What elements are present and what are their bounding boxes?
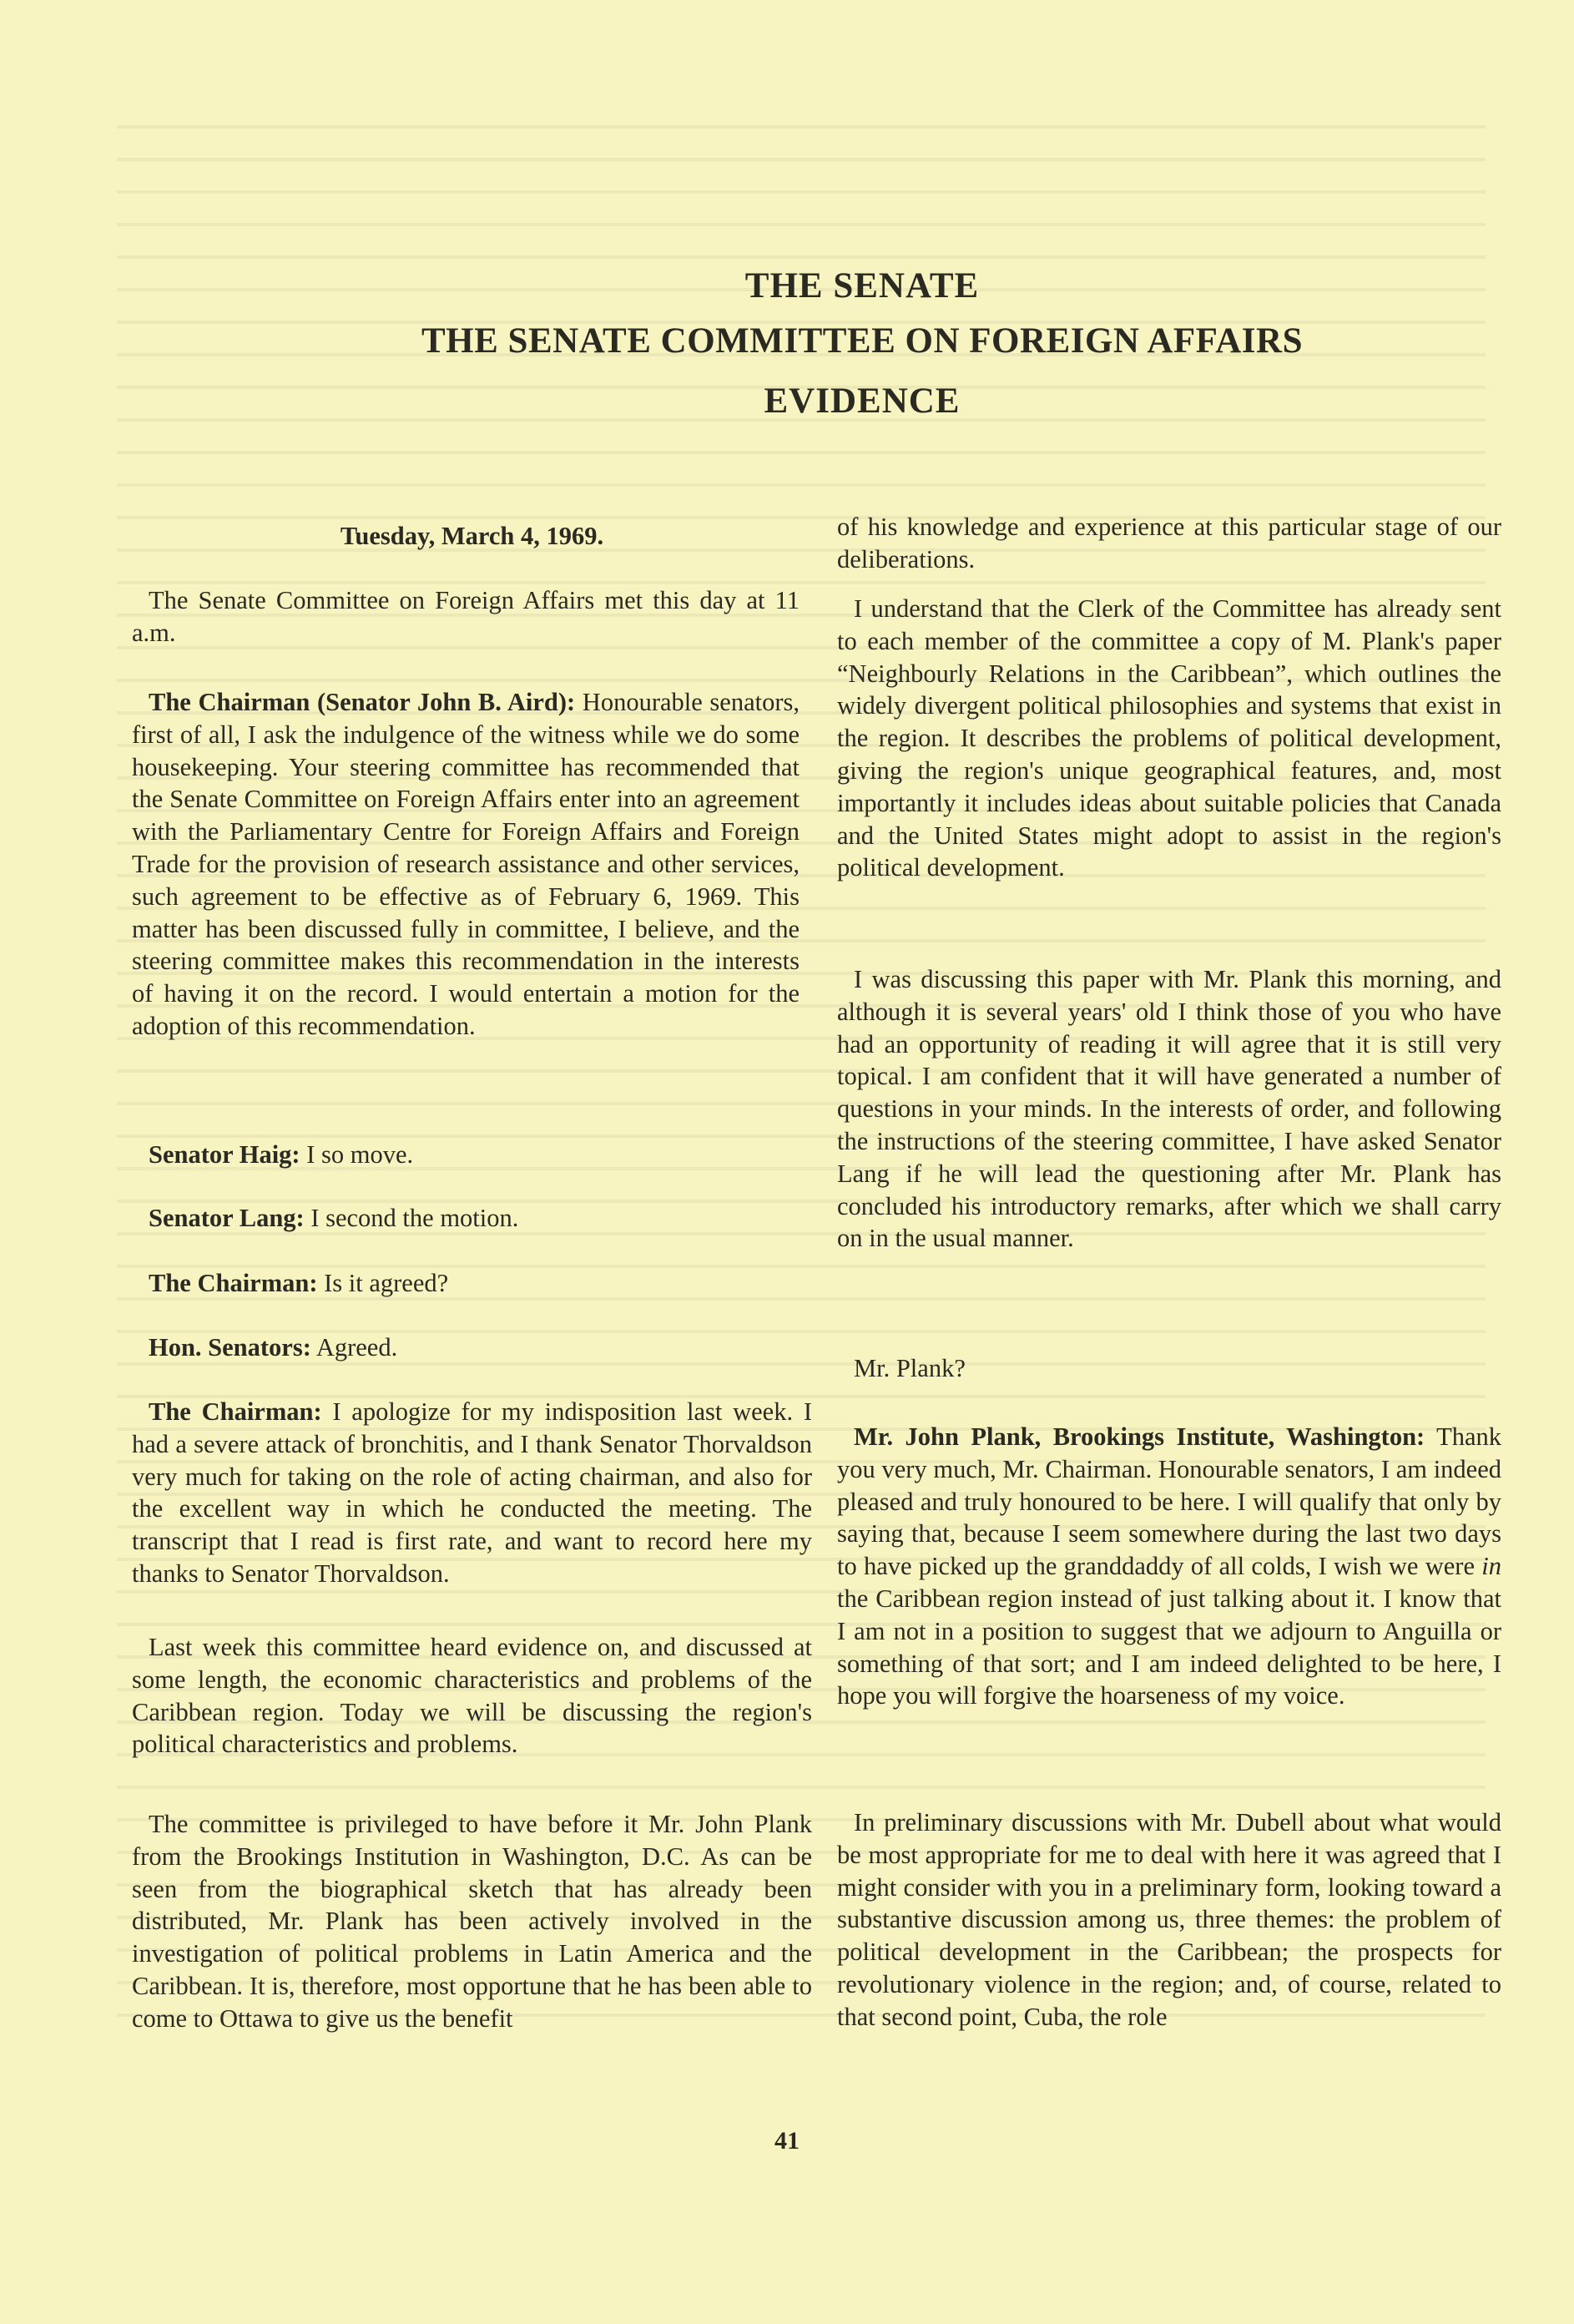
paragraph-text: I second the motion. <box>304 1204 519 1232</box>
paragraph-text: The Senate Committee on Foreign Affairs met this day at 11 a.m. <box>132 586 800 647</box>
paragraph <box>837 1806 1501 2034</box>
paragraph <box>132 1202 800 1235</box>
speaker-name: Senator Haig: <box>149 1140 300 1169</box>
paragraph-text: Thank you very much, Mr. Chairman. Honourable senators, I am indeed pleased and truly honoured to be here. I will qualify that only by saying that, because I seem somewhere during the last two days to have picked up the granddaddy of all colds, I wish we were <box>837 1422 1501 1581</box>
paragraph-text: I understand that the Clerk of the Committee has already sent to each member of the committee a copy of M. Plank's paper “Neighbourly Relations in the Caribbean”, which outlines the widely divergent political philosophies and systems that exist in the region. It describes the problems of political development, giving the region's unique geographical features, and, most importantly it includes ideas about suitable policies that Canada and the United States might adopt to assist in the region's political development. <box>837 594 1501 882</box>
title-evidence: EVIDENCE <box>764 381 961 421</box>
paragraph <box>837 511 1501 576</box>
title-committee: THE SENATE COMMITTEE ON FOREIGN AFFAIRS <box>421 321 1303 361</box>
paragraph <box>132 1139 800 1171</box>
title-senate: THE SENATE <box>744 266 980 306</box>
paragraph-text: I was discussing this paper with Mr. Plank this morning, and although it is several years' old I think those of you who have had an opportunity of reading it will agree that it is still very topical. I am confident that it will have generated a number of questions in your minds. In the interests of order, and following the instructions of the steering committee, I have asked Senator Lang if he will lead the questioning after Mr. Plank has concluded his introductory remarks, after which we shall carry on in the usual manner. <box>837 965 1501 1253</box>
paragraph-text: Mr. Plank? <box>854 1354 966 1382</box>
paragraph-text: the Caribbean region instead of just talking about it. I know that I am not in a position to suggest that we adjourn to Anguilla or something of that sort; and I am indeed delighted to be here, I hope you will forgive the hoarseness of my voice. <box>837 1584 1501 1710</box>
paragraph <box>132 1396 812 1590</box>
speaker-name: Senator Lang: <box>149 1204 305 1232</box>
paragraph <box>837 963 1501 1255</box>
paragraph <box>837 593 1501 884</box>
paragraph <box>132 1267 800 1300</box>
paragraph <box>132 1808 812 2035</box>
speaker-name: The Chairman: <box>149 1269 318 1297</box>
paragraph-text: Agreed. <box>310 1333 398 1362</box>
speaker-name: The Chairman: <box>149 1397 322 1426</box>
paragraph-text: In preliminary discussions with Mr. Dubell about what would be most appropriate for me to deal with here it was agreed that I might consider with you in a preliminary form, looking toward a substantive discussion among us, three themes: the problem of political development in the Caribbean; the prospects for revolutionary violence in the region; and, of course, related to that second point, Cuba, the role <box>837 1808 1501 2031</box>
paragraph-text: I so move. <box>300 1140 414 1169</box>
paragraph <box>132 686 800 1043</box>
emphasis-text: in <box>1481 1552 1501 1581</box>
meeting-date: Tuesday, March 4, 1969. <box>340 522 604 550</box>
speaker-name: The Chairman (Senator John B. Aird): <box>149 688 576 716</box>
paragraph-text: Last week this committee heard evidence on, and discussed at some length, the economic characteristics and problems of the Caribbean region. Today we will be discussing the region's political characteristics and problems. <box>132 1633 812 1759</box>
paragraph <box>837 1421 1501 1712</box>
paragraph-text: The committee is privileged to have before it Mr. John Plank from the Brookings Institution in Washington, D.C. As can be seen from the biographical sketch that has already been distributed, Mr. Plank has been actively involved in the investigation of political problems in Latin America and the Caribbean. It is, therefore, most opportune that he has been able to come to Ottawa to give us the benefit <box>132 1810 812 2033</box>
paragraph-text: Is it agreed? <box>317 1269 449 1297</box>
paragraph-text: I apologize for my indisposition last week. I had a severe attack of bronchitis, and I thank Senator Thorvaldson very much for taking on the role of acting chairman, and also for the excellent way in which he conducted the meeting. The transcript that I read is first rate, and want to record here my thanks to Senator Thorvaldson. <box>132 1397 812 1588</box>
speaker-name: Hon. Senators: <box>149 1333 311 1362</box>
paragraph <box>837 1352 1501 1385</box>
page-number: 41 <box>774 2127 800 2155</box>
paragraph <box>132 584 800 649</box>
paragraph <box>132 1631 812 1761</box>
paragraph-text: Honourable senators, first of all, I ask the indulgence of the witness while we do some housekeeping. Your steering committee has recommended that the Senate Committee on Foreign Affairs enter into an agreement with the Parliamentary Centre for Foreign Affairs and Foreign Trade for the provision of research assistance and other services, such agreement to be effective as of February 6, 1969. This matter has been discussed fully in committee, I believe, and the steering committee makes this recommendation in the interests of having it on the record. I would entertain a motion for the adoption of this recommendation. <box>132 688 800 1040</box>
paragraph <box>132 1331 800 1364</box>
speaker-name: Mr. John Plank, Brookings Institute, Washington: <box>854 1422 1425 1451</box>
paragraph-text: of his knowledge and experience at this particular stage of our deliberations. <box>837 513 1501 573</box>
